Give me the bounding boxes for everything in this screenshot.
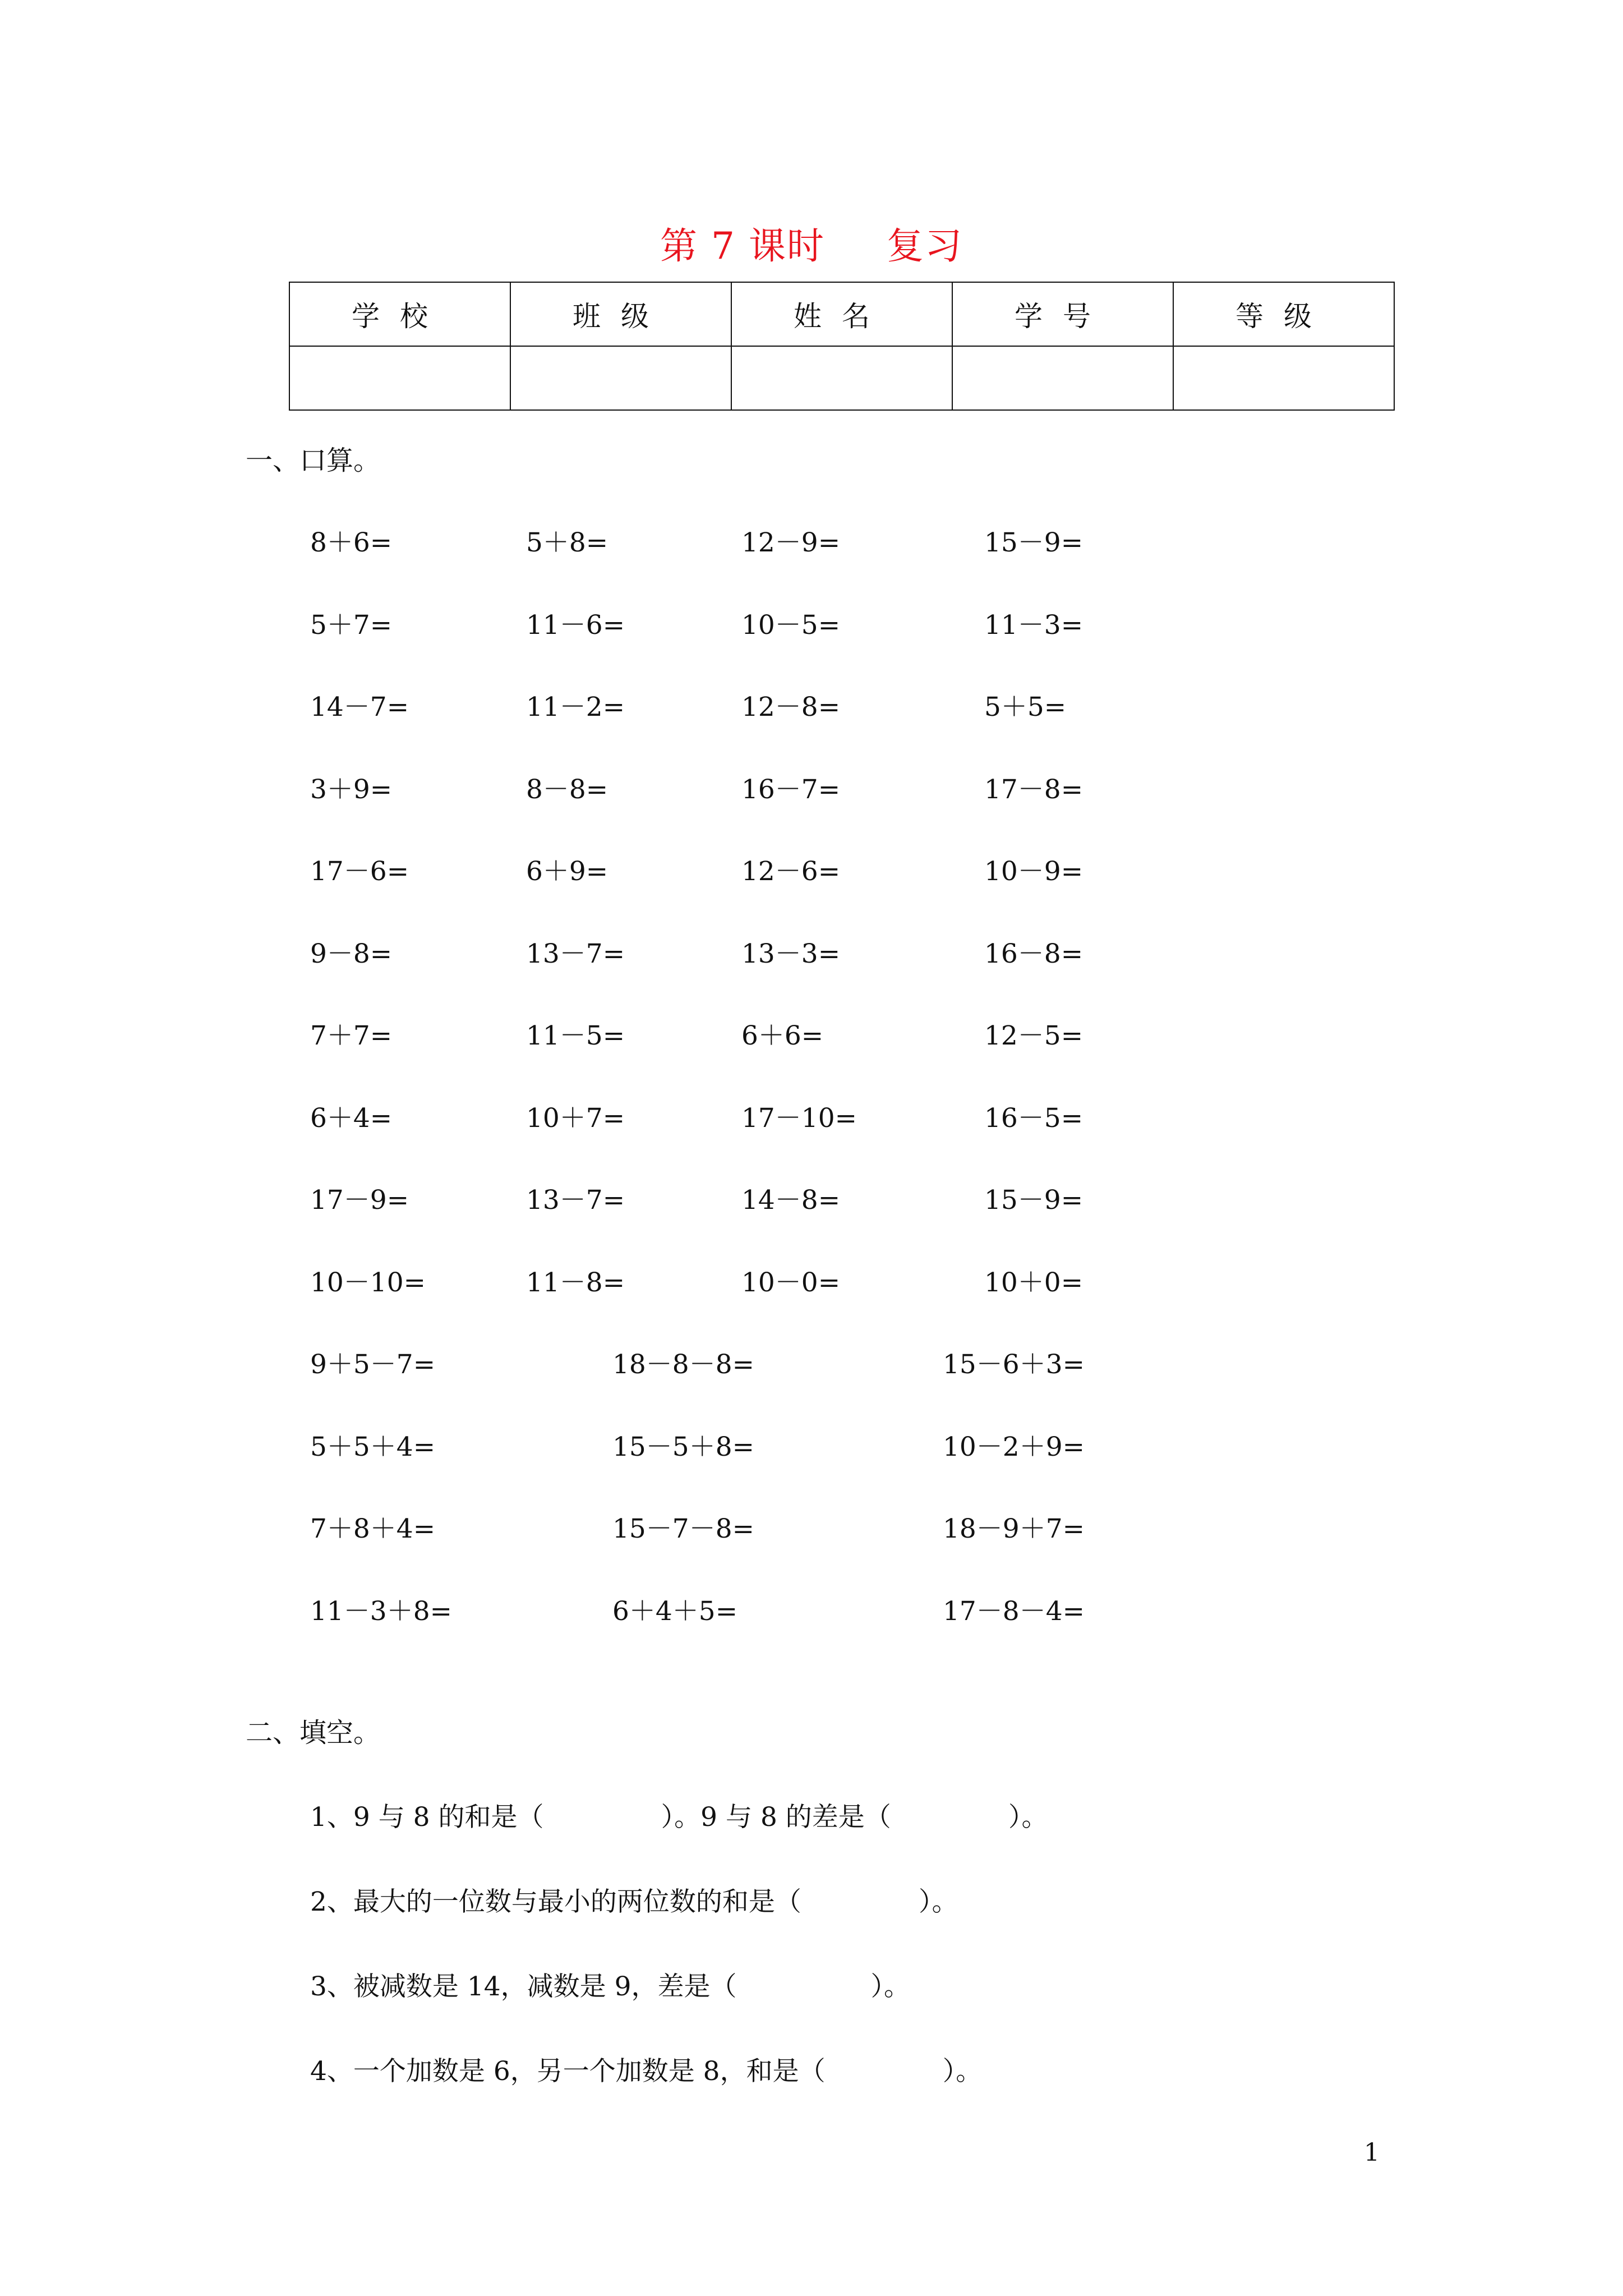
- equation-item: 12－6=: [741, 856, 841, 887]
- equation-item: 10＋0=: [984, 1267, 1083, 1298]
- equation-item: 17－6=: [310, 856, 409, 887]
- student-info-table: [289, 282, 1395, 411]
- equation-item: 9－8=: [310, 938, 393, 969]
- equation-item: 11－3＋8=: [310, 1596, 452, 1627]
- equation-item: 16－7=: [741, 774, 841, 805]
- equation-item: 3＋9=: [310, 774, 393, 805]
- equation-item: 13－7=: [526, 938, 625, 969]
- section1-heading: 一、口算。: [246, 445, 381, 476]
- info-input-row: [289, 346, 1394, 410]
- equation-item: 10－5=: [741, 610, 841, 641]
- equation-item: 15－7－8=: [612, 1513, 754, 1544]
- equation-item: 17－10=: [741, 1103, 857, 1134]
- equation-item: 11－5=: [526, 1020, 625, 1051]
- info-header-class: 班级: [510, 282, 731, 346]
- equation-item: 10－9=: [984, 856, 1083, 887]
- fill-item-4: 4、一个加数是 6，另一个加数是 8，和是（ ）。: [310, 2056, 983, 2087]
- equation-item: 5＋5＋4=: [310, 1432, 436, 1462]
- equation-item: 5＋5=: [984, 692, 1067, 723]
- equation-item: 13－7=: [526, 1185, 625, 1216]
- equation-item: 16－8=: [984, 938, 1083, 969]
- grade-cell[interactable]: [1173, 346, 1394, 410]
- info-header-grade: 等级: [1173, 282, 1394, 346]
- equation-item: 17－8=: [984, 774, 1083, 805]
- equation-item: 6＋4=: [310, 1103, 393, 1134]
- equation-item: 8－8=: [526, 774, 608, 805]
- equation-item: 14－7=: [310, 692, 409, 723]
- equation-item: 17－8－4=: [943, 1596, 1085, 1627]
- equation-item: 5＋8=: [526, 527, 608, 558]
- info-header-school: 学校: [289, 282, 510, 346]
- equation-item: 18－8－8=: [612, 1349, 754, 1380]
- equation-item: 14－8=: [741, 1185, 841, 1216]
- equation-item: 12－9=: [741, 527, 841, 558]
- name-cell[interactable]: [731, 346, 952, 410]
- page-number: 1: [1364, 2138, 1380, 2167]
- equation-item: 11－8=: [526, 1267, 625, 1298]
- equation-item: 13－3=: [741, 938, 841, 969]
- equation-item: 16－5=: [984, 1103, 1083, 1134]
- equation-item: 6＋9=: [526, 856, 608, 887]
- info-header-row: [289, 282, 1394, 346]
- section2-heading: 二、填空。: [246, 1717, 381, 1749]
- equation-item: 12－8=: [741, 692, 841, 723]
- fill-item-3: 3、被减数是 14，减数是 9，差是（ ）。: [310, 1971, 911, 2002]
- equation-item: 6＋6=: [741, 1020, 824, 1051]
- equation-item: 7＋7=: [310, 1020, 393, 1051]
- equation-item: 15－9=: [984, 527, 1083, 558]
- equation-item: 8＋6=: [310, 527, 393, 558]
- school-cell[interactable]: [289, 346, 510, 410]
- number-cell[interactable]: [952, 346, 1173, 410]
- lesson-topic: 复习: [886, 224, 963, 268]
- equation-item: 10＋7=: [526, 1103, 625, 1134]
- equation-item: 18－9＋7=: [943, 1513, 1085, 1544]
- equation-item: 11－3=: [984, 610, 1083, 641]
- equation-item: 5＋7=: [310, 610, 393, 641]
- equation-item: 12－5=: [984, 1020, 1083, 1051]
- equation-item: 6＋4＋5=: [612, 1596, 738, 1627]
- fill-item-1: 1、9 与 8 的和是（ ）。9 与 8 的差是（ ）。: [310, 1802, 1048, 1833]
- equation-item: 11－6=: [526, 610, 625, 641]
- fill-item-2: 2、最大的一位数与最小的两位数的和是（ ）。: [310, 1887, 958, 1917]
- class-cell[interactable]: [510, 346, 731, 410]
- info-header-name: 姓名: [731, 282, 952, 346]
- equation-item: 17－9=: [310, 1185, 409, 1216]
- equation-item: 15－5＋8=: [612, 1432, 754, 1462]
- info-header-number: 学号: [952, 282, 1173, 346]
- equation-item: 9＋5－7=: [310, 1349, 436, 1380]
- equation-item: 10－2＋9=: [943, 1432, 1085, 1462]
- page-title: [0, 216, 1623, 269]
- equation-item: 10－0=: [741, 1267, 841, 1298]
- equation-item: 15－6＋3=: [943, 1349, 1085, 1380]
- equation-item: 11－2=: [526, 692, 625, 723]
- equation-item: 10－10=: [310, 1267, 426, 1298]
- lesson-label: 第 7 课时: [660, 224, 825, 268]
- equation-item: 7＋8＋4=: [310, 1513, 436, 1544]
- equation-item: 15－9=: [984, 1185, 1083, 1216]
